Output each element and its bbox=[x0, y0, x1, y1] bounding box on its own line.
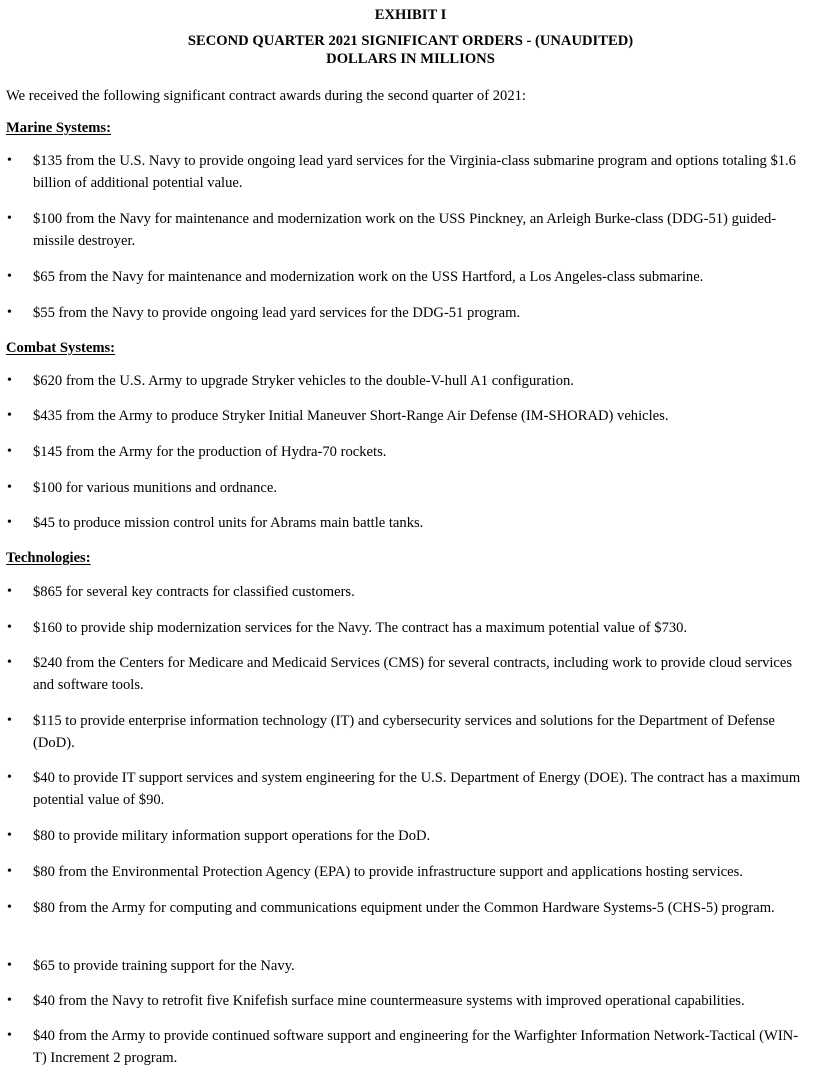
exhibit-label: EXHIBIT I bbox=[374, 7, 447, 23]
section-title-marine-systems: Marine Systems: bbox=[6, 120, 111, 136]
bullet-icon: • bbox=[7, 444, 12, 459]
bullet-icon: • bbox=[7, 1028, 12, 1043]
bullet-icon: • bbox=[7, 655, 12, 670]
list-item-text: $65 from the Navy for maintenance and modernization work on the USS Hartford, a Los Angeles-class submarine. bbox=[33, 269, 704, 285]
exhibit-subtitle: DOLLARS IN MILLIONS bbox=[326, 51, 495, 67]
bullet-icon: • bbox=[7, 153, 12, 168]
list-item-text: $135 from the U.S. Navy to provide ongoing lead yard services for the Virginia-class submarine program and options totaling $1.6 billion of additional potential value. bbox=[33, 153, 796, 191]
bullet-icon: • bbox=[7, 828, 12, 843]
bullet-icon: • bbox=[7, 373, 12, 388]
list-item-text: $40 from the Navy to retrofit five Knifefish surface mine countermeasure systems with improved operational capabilities. bbox=[33, 993, 745, 1009]
bullet-icon: • bbox=[7, 958, 12, 973]
bullet-icon: • bbox=[7, 900, 12, 915]
list-item-text: $115 to provide enterprise information technology (IT) and cybersecurity services and solutions for the Department of Defense (DoD). bbox=[33, 713, 775, 751]
bullet-icon: • bbox=[7, 620, 12, 635]
list-item-text: $100 from the Navy for maintenance and modernization work on the USS Pinckney, an Arleigh Burke-class (DDG-51) guided-missile destroyer. bbox=[33, 211, 777, 249]
bullet-icon: • bbox=[7, 211, 12, 226]
list-item-text: $80 from the Environmental Protection Agency (EPA) to provide infrastructure support and applications hosting services. bbox=[33, 864, 743, 880]
section-title-combat-systems: Combat Systems: bbox=[6, 340, 116, 356]
list-item-text: $80 to provide military information support operations for the DoD. bbox=[33, 828, 431, 844]
list-item-text: $145 from the Army for the production of Hydra-70 rockets. bbox=[33, 444, 387, 460]
bullet-icon: • bbox=[7, 480, 12, 495]
list-item-text: $45 to produce mission control units for Abrams main battle tanks. bbox=[33, 515, 424, 531]
list-item-text: $100 for various munitions and ordnance. bbox=[33, 480, 277, 496]
bullet-icon: • bbox=[7, 515, 12, 530]
bullet-icon: • bbox=[7, 770, 12, 785]
list-item-text: $40 to provide IT support services and system engineering for the U.S. Department of Energy (DOE). The contract has a maximum potential value of $90. bbox=[33, 770, 801, 808]
list-item-text: $55 from the Navy to provide ongoing lead yard services for the DDG-51 program. bbox=[33, 305, 521, 321]
section-title-technologies: Technologies: bbox=[6, 550, 91, 566]
list-item-text: $40 from the Army to provide continued software support and engineering for the Warfighter Information Network-Tactical (WIN-T) Increment 2 program. bbox=[33, 1028, 799, 1066]
bullet-icon: • bbox=[7, 305, 12, 320]
intro-paragraph: We received the following significant contract awards during the second quarter of 2021: bbox=[6, 88, 526, 104]
bullet-icon: • bbox=[7, 713, 12, 728]
bullet-icon: • bbox=[7, 269, 12, 284]
list-item-text: $435 from the Army to produce Stryker Initial Maneuver Short-Range Air Defense (IM-SHORAD) vehicles. bbox=[33, 408, 669, 424]
bullet-icon: • bbox=[7, 864, 12, 879]
list-item-text: $80 from the Army for computing and communications equipment under the Common Hardware Systems-5 (CHS-5) program. bbox=[33, 900, 775, 916]
exhibit-title: SECOND QUARTER 2021 SIGNIFICANT ORDERS - (UNAUDITED) bbox=[187, 33, 634, 49]
list-item-text: $240 from the Centers for Medicare and Medicaid Services (CMS) for several contracts, including work to provide cloud services and software tools. bbox=[33, 655, 793, 693]
list-item-text: $65 to provide training support for the Navy. bbox=[33, 958, 295, 974]
list-item-text: $160 to provide ship modernization services for the Navy. The contract has a maximum potential value of $730. bbox=[33, 620, 688, 636]
bullet-icon: • bbox=[7, 993, 12, 1008]
bullet-icon: • bbox=[7, 584, 12, 599]
bullet-icon: • bbox=[7, 408, 12, 423]
list-item-text: $865 for several key contracts for classified customers. bbox=[33, 584, 355, 600]
list-item-text: $620 from the U.S. Army to upgrade Stryker vehicles to the double-V-hull A1 configuration. bbox=[33, 373, 574, 389]
